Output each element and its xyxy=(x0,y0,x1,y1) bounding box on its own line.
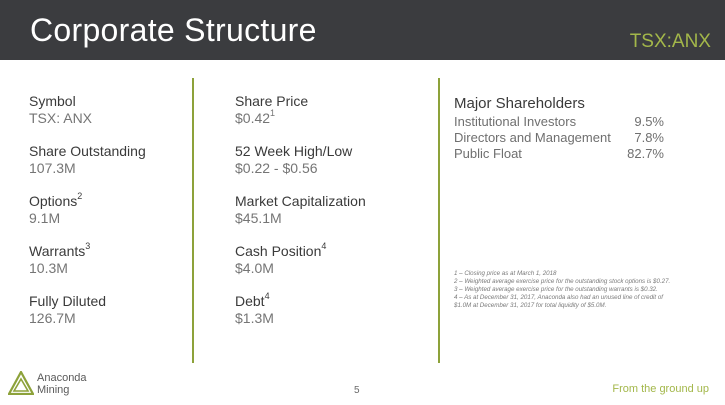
stat-options xyxy=(29,193,146,243)
shareholder-row xyxy=(454,130,664,146)
footnotes xyxy=(454,270,676,310)
footnote-ref: 3 xyxy=(85,241,91,252)
stat-label: Share Outstanding xyxy=(29,143,146,159)
stat-label: Options xyxy=(29,193,78,209)
stat-52-week-range xyxy=(235,143,366,193)
stat-value: $1.3M xyxy=(235,310,274,326)
stat-value: 126.7M xyxy=(29,310,76,326)
stat-value: 10.3M xyxy=(29,260,68,276)
shareholder-row xyxy=(454,146,664,162)
anaconda-logo-icon xyxy=(8,371,34,400)
stat-label: Cash Position xyxy=(235,243,322,259)
stat-market-cap xyxy=(235,193,366,243)
footnote-ref: 4 xyxy=(264,291,270,302)
stat-value: $0.22 - $0.56 xyxy=(235,160,318,176)
footnote: 2 – Weighted average exercise price for the outstanding stock options is $0.27. xyxy=(454,278,671,285)
stat-cash-position xyxy=(235,243,366,293)
page-title: Corporate Structure xyxy=(30,12,317,48)
stat-value: 107.3M xyxy=(29,160,76,176)
stat-label: Debt xyxy=(235,293,265,309)
shareholder-pct: 7.8% xyxy=(634,130,664,145)
footnote-ref: 2 xyxy=(77,191,83,202)
shareholder-name: Public Float xyxy=(454,146,522,161)
stat-value: 9.1M xyxy=(29,210,61,226)
shareholder-name: Directors and Management xyxy=(454,130,611,145)
header-bar xyxy=(0,0,725,60)
ticker-symbol: TSX:ANX xyxy=(629,31,711,52)
column-divider-2 xyxy=(438,78,440,363)
stat-fully-diluted xyxy=(29,293,146,343)
stat-label: Warrants xyxy=(29,243,86,259)
shareholder-pct: 82.7% xyxy=(627,146,664,161)
shareholders-title: Major Shareholders xyxy=(454,95,585,112)
stat-share-outstanding xyxy=(29,143,146,193)
footnote: 1 – Closing price as at March 1, 2018 xyxy=(454,270,557,277)
stat-label: Symbol xyxy=(29,93,76,109)
page-number: 5 xyxy=(354,385,360,396)
footnote: 4 – As at December 31, 2017, Anaconda also had an unused line of credit of $1.0M at December 31, 2017 for total liquidity of $5.0M. xyxy=(454,294,664,309)
column-middle xyxy=(235,93,366,343)
stat-value: $0.42 xyxy=(235,110,271,126)
tagline: From the ground up xyxy=(612,383,709,395)
shareholder-row xyxy=(454,114,664,130)
company-name: Anaconda Mining xyxy=(37,372,87,396)
footnote-ref: 4 xyxy=(321,241,327,252)
stat-label: 52 Week High/Low xyxy=(235,143,353,159)
stat-symbol xyxy=(29,93,146,143)
stat-warrants xyxy=(29,243,146,293)
stat-value: TSX: ANX xyxy=(29,110,93,126)
footnote: 3 – Weighted average exercise price for the outstanding warrants is $0.32. xyxy=(454,286,658,293)
stat-value: $45.1M xyxy=(235,210,282,226)
stat-share-price xyxy=(235,93,366,143)
column-divider-1 xyxy=(192,78,194,363)
shareholders-section xyxy=(454,94,664,162)
shareholder-name: Institutional Investors xyxy=(454,114,577,129)
footnote-ref: 1 xyxy=(270,108,276,119)
stat-debt xyxy=(235,293,366,343)
column-left xyxy=(29,93,146,343)
stat-label: Share Price xyxy=(235,93,309,109)
shareholder-pct: 9.5% xyxy=(634,114,664,129)
stat-label: Market Capitalization xyxy=(235,193,366,209)
stat-label: Fully Diluted xyxy=(29,293,107,309)
stat-value: $4.0M xyxy=(235,260,274,276)
